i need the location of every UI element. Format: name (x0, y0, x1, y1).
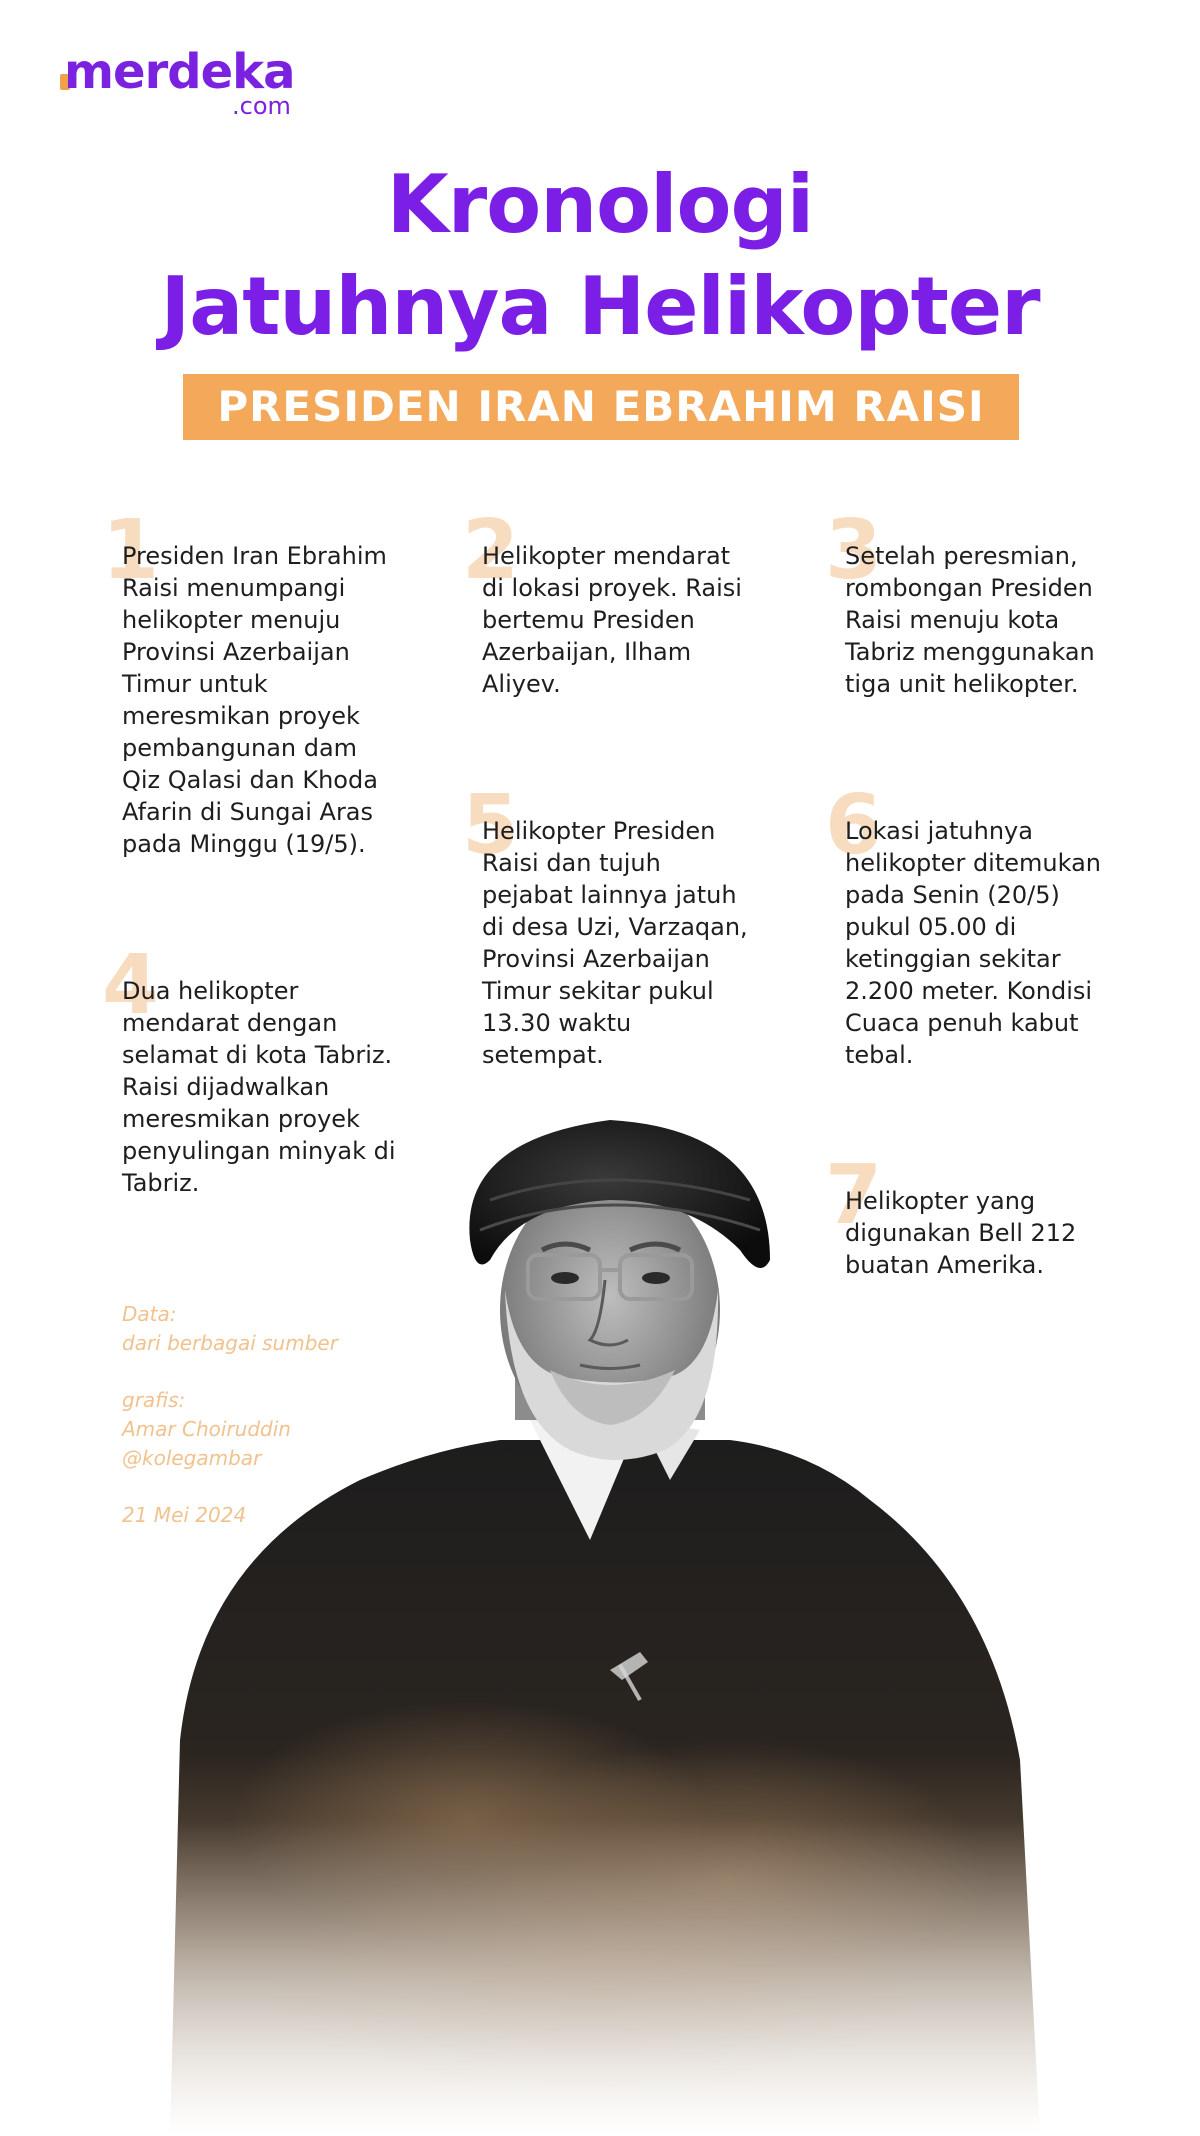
step-number: 7 (825, 1148, 883, 1243)
step-description: Dua helikopter mendarat dengan selamat di kota Tabriz. Raisi dijadwalkan meresmikan proyek penyulingan minyak di Tabriz. (122, 977, 396, 1197)
step-number: 4 (102, 938, 160, 1033)
credit-data-label: Data: (122, 1302, 177, 1326)
step-description: Lokasi jatuhnya helikopter ditemukan pada Senin (20/5) pukul 05.00 di ketinggian sekitar 2.200 meter. Kondisi Cuaca penuh kabut tebal. (845, 817, 1102, 1069)
logo-wordmark: merdeka (64, 44, 295, 100)
logo-domain: .com (232, 92, 291, 120)
credit-graphic-label: grafis: (122, 1388, 186, 1412)
timeline-step-7 (825, 1148, 1115, 1281)
step-number: 6 (825, 778, 883, 873)
timeline-step-1 (102, 503, 402, 860)
step-description: Presiden Iran Ebrahim Raisi menumpangi helikopter menuju Provinsi Azerbaijan Timur untuk meresmikan proyek pembangunan dam Qiz Qalasi dan Khoda Afarin di Sungai Aras pada Minggu (19/5). (122, 542, 387, 858)
step-description: Setelah peresmian, rombongan Presiden Raisi menuju kota Tabriz menggunakan tiga unit helikopter. (845, 542, 1095, 698)
subtitle-banner-text: PRESIDEN IRAN EBRAHIM RAISI (217, 382, 985, 431)
credits-block (122, 1300, 338, 1530)
step-number: 2 (462, 503, 520, 598)
step-number: 5 (462, 778, 520, 873)
subtitle-banner (183, 374, 1019, 440)
page-title-line-2: Jatuhnya Helikopter (160, 260, 1040, 353)
timeline-step-3 (825, 503, 1115, 700)
step-number: 1 (102, 503, 160, 598)
step-number: 3 (825, 503, 883, 598)
timeline-step-2 (462, 503, 752, 700)
step-description: Helikopter mendarat di lokasi proyek. Raisi bertemu Presiden Azerbaijan, Ilham Aliyev. (482, 542, 742, 698)
timeline-step-5 (462, 778, 752, 1071)
credit-graphic-handle: @kolegambar (122, 1446, 262, 1470)
timeline-step-4 (102, 938, 402, 1199)
credit-data-source: dari berbagai sumber (122, 1331, 338, 1355)
page-title-line-1: Kronologi (386, 158, 814, 251)
timeline-step-6 (825, 778, 1115, 1071)
credit-date: 21 Mei 2024 (122, 1503, 247, 1527)
step-description: Helikopter Presiden Raisi dan tujuh pejabat lainnya jatuh di desa Uzi, Varzaqan, Provinsi Azerbaijan Timur sekitar pukul 13.30 waktu setempat. (482, 817, 748, 1069)
step-description: Helikopter yang digunakan Bell 212 buatan Amerika. (845, 1187, 1077, 1279)
credit-graphic-author: Amar Choiruddin (122, 1417, 291, 1441)
